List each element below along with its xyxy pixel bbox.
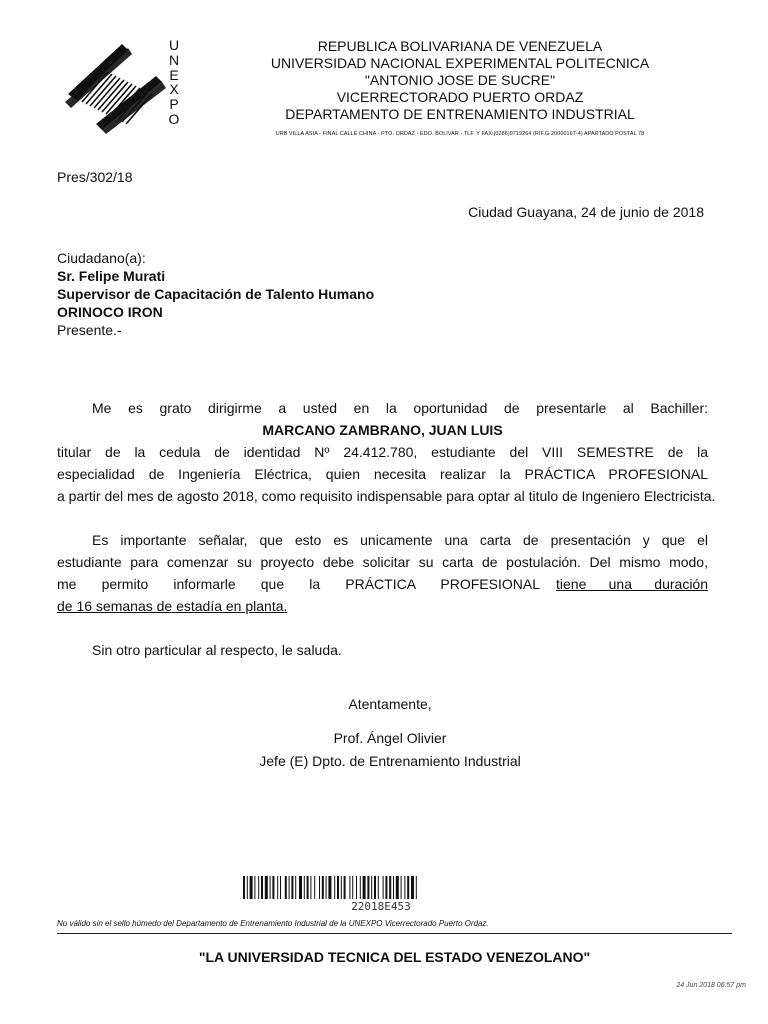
underlined-text: tiene una duración (556, 576, 708, 592)
paragraph-text: me permito informarle que la PRÁCTICA PROFESIONAL (57, 576, 540, 592)
logo-letter: P (169, 96, 179, 113)
unexpo-logo (62, 38, 168, 134)
university-motto: "LA UNIVERSIDAD TECNICA DEL ESTADO VENEZOLANO" (198, 949, 591, 965)
letterhead-line: REPUBLICA BOLIVARIANA DE VENEZUELA (317, 38, 603, 54)
paragraph-line (57, 595, 708, 617)
letterhead-line: VICERRECTORADO PUERTO ORDAZ (336, 89, 584, 105)
barcode (243, 876, 519, 899)
logo-letter: E (169, 66, 179, 83)
paragraph-intro: Me es grato dirigirme a usted en la oportunidad de presentarle al Bachiller: (92, 400, 708, 416)
recipient-closing: Presente.- (57, 322, 122, 338)
recipient-company: ORINOCO IRON (57, 304, 163, 320)
signoff: Atentamente, (348, 696, 432, 712)
recipient-block (57, 249, 374, 339)
underlined-text: de 16 semanas de estadía en planta. (57, 598, 288, 614)
paragraph-line: a partir del mes de agosto 2018, como requisito indispensable para optar al titulo de Ingeniero Electricista. (57, 488, 716, 504)
signer-title: Jefe (E) Dpto. de Entrenamiento Industrial (259, 753, 521, 769)
closing-paragraph: Sin otro particular al respecto, le saluda. (92, 642, 342, 658)
paragraph-line: titular de la cedula de identidad Nº 24.412.780, estudiante del VIII SEMESTRE de la (57, 444, 708, 460)
logo-vertical-letters (167, 38, 181, 127)
paragraph-line: estudiante para comenzar su proyecto debe solicitar su carta de postulación. Del mismo modo, (57, 554, 708, 570)
reference-number: Pres/302/18 (57, 169, 133, 185)
logo-letter: U (168, 37, 180, 53)
recipient-salutation: Ciudadano(a): (57, 250, 146, 266)
logo-letter: N (168, 51, 180, 68)
student-name: MARCANO ZAMBRANO, JUAN LUIS (262, 422, 503, 438)
logo-letter: X (169, 81, 179, 98)
signer-name: Prof. Ángel Olivier (333, 730, 447, 746)
paragraph-line (57, 573, 708, 595)
paragraph-line: Es importante señalar, que esto es unicamente una carta de presentación y que el (92, 532, 708, 548)
logo-letter: O (168, 110, 180, 127)
letterhead (200, 38, 720, 123)
disclaimer-note: No válido sin el sello húmedo del Departamento de Entrenamiento Industrial de la UNEXPO Vicerrectorado Puerto Ordaz. (57, 919, 489, 928)
letter-date: Ciudad Guayana, 24 de junio de 2018 (468, 204, 704, 220)
barcode-number: 22018E453 (351, 900, 411, 913)
print-timestamp: 24 Jun 2018 06:57 pm (676, 982, 746, 989)
letterhead-line: "ANTONIO JOSE DE SUCRE" (364, 72, 556, 88)
footer-divider (57, 933, 732, 934)
recipient-position: Supervisor de Capacitación de Talento Humano (57, 286, 375, 302)
letterhead-line: DEPARTAMENTO DE ENTRENAMIENTO INDUSTRIAL (285, 106, 635, 122)
letterhead-line: UNIVERSIDAD NACIONAL EXPERIMENTAL POLITECNICA (270, 55, 650, 71)
letterhead-address: URB VILLA ASIA - FINAL CALLE CHINA - PTO. ORDAZ - EDO. BOLIVAR - TLF. Y FAX:(0286)9719264 (RIF.G-20000167-4) APARTADO POSTAL 78 (275, 131, 645, 137)
recipient-name: Sr. Felipe Murati (57, 268, 166, 284)
paragraph-line: especialidad de Ingeniería Eléctrica, quien necesita realizar la PRÁCTICA PROFESIONAL (57, 466, 708, 482)
